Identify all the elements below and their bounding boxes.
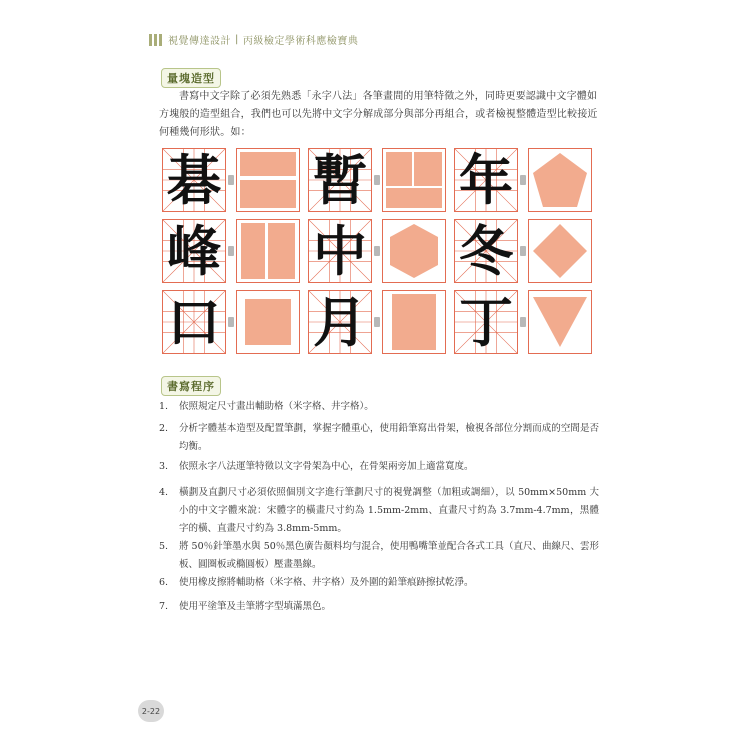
character-grid-box [454, 148, 518, 212]
arrow-icon [228, 317, 234, 327]
example-character: 暫 [313, 148, 367, 212]
example-character: 冬 [459, 219, 513, 283]
procedure-step [159, 458, 599, 476]
arrow-icon [520, 317, 526, 327]
example-character: 中 [313, 219, 367, 283]
procedure-step [159, 484, 599, 538]
step-number: 6. [159, 577, 169, 588]
book-subtitle: 丙級檢定學術科應檢寶典 [242, 36, 359, 47]
book-title: 視覺傳達設計 [168, 36, 231, 47]
arrow-icon [520, 175, 526, 185]
procedure-step [159, 574, 599, 592]
step-text: 分析字體基本造型及配置筆劃，掌握字體重心，使用鉛筆寫出骨架，檢視各部位分割而成的空間是否均衡。 [179, 423, 599, 452]
arrow-icon [228, 175, 234, 185]
step-text: 使用橡皮擦將輔助格（米字格、井字格）及外圍的鉛筆痕跡擦拭乾淨。 [179, 577, 474, 588]
page-number: 2-22 [138, 700, 164, 722]
character-grid-box [162, 219, 226, 283]
diamond-shape [528, 219, 592, 283]
procedure-step [159, 398, 599, 416]
procedure-step [159, 538, 599, 574]
arrow-icon [374, 317, 380, 327]
step-number: 5. [159, 541, 169, 552]
three-part-shape [382, 148, 446, 212]
tall-rectangle-shape [382, 290, 446, 354]
example-character: 峰 [167, 219, 221, 283]
header-bars-icon [149, 34, 162, 46]
character-grid-box [162, 148, 226, 212]
step-text: 將 50％針筆墨水與 50％黑色廣告顏料均勻混合，使用鴨嘴筆並配合各式工具（直尺、曲線尺、雲形板、圓圈板或橢圓板）壓畫墨線。 [179, 541, 599, 570]
hexagon-shape [382, 219, 446, 283]
horizontal-split-shape [236, 148, 300, 212]
pentagon-shape [528, 148, 592, 212]
step-number: 7. [159, 601, 169, 612]
example-character: 年 [459, 148, 513, 212]
running-header: 視覺傳達設計 | 丙級檢定學術科應檢寶典 [149, 32, 358, 47]
character-grid-box [454, 290, 518, 354]
step-number: 3. [159, 461, 169, 472]
procedure-step [159, 420, 599, 456]
character-grid-box [454, 219, 518, 283]
step-number: 2. [159, 423, 169, 434]
procedure-step [159, 598, 599, 616]
character-grid-box [308, 290, 372, 354]
step-text: 依照永字八法運筆特徵以文字骨架為中心，在骨架兩旁加上適當寬度。 [179, 461, 474, 472]
character-grid-box [308, 219, 372, 283]
arrow-icon [520, 246, 526, 256]
example-character: 碁 [167, 148, 221, 212]
step-text: 依照規定尺寸畫出輔助格（米字格、井字格）。 [179, 401, 374, 412]
small-square-shape [236, 290, 300, 354]
example-character: 丁 [459, 290, 513, 354]
section-title-volume: 量塊造型 [161, 68, 221, 88]
example-character: 月 [313, 290, 367, 354]
arrow-icon [374, 246, 380, 256]
step-text: 使用平塗筆及圭筆將字型填滿黑色。 [179, 601, 332, 612]
character-grid-box [162, 290, 226, 354]
step-text: 橫劃及直劃尺寸必須依照個別文字進行筆劃尺寸的視覺調整（加粗或調細），以 50mm×50mm 大小的中文字體來說：宋體字的橫畫尺寸約為 1.5mm-2mm、直畫尺寸約為 3.7mm-4.7mm，黑體字的橫、直畫尺寸約為 3.8mm-5mm。 [179, 487, 599, 534]
arrow-icon [228, 246, 234, 256]
arrow-icon [374, 175, 380, 185]
character-grid-box [308, 148, 372, 212]
character-shape-grid [162, 148, 594, 352]
example-character: 口 [167, 290, 221, 354]
section-title-procedure: 書寫程序 [161, 376, 221, 396]
intro-paragraph: 書寫中文字除了必須先熟悉「永字八法」各筆畫間的用筆特徵之外，同時更要認識中文字體如方塊般的造型組合，我們也可以先將中文字分解成部分與部分再組合，或者檢視整體造型比較接近何種幾何形狀。如： [159, 91, 598, 138]
inverted-triangle-shape [528, 290, 592, 354]
step-number: 1. [159, 401, 169, 412]
step-number: 4. [159, 487, 169, 498]
vertical-split-shape [236, 219, 300, 283]
